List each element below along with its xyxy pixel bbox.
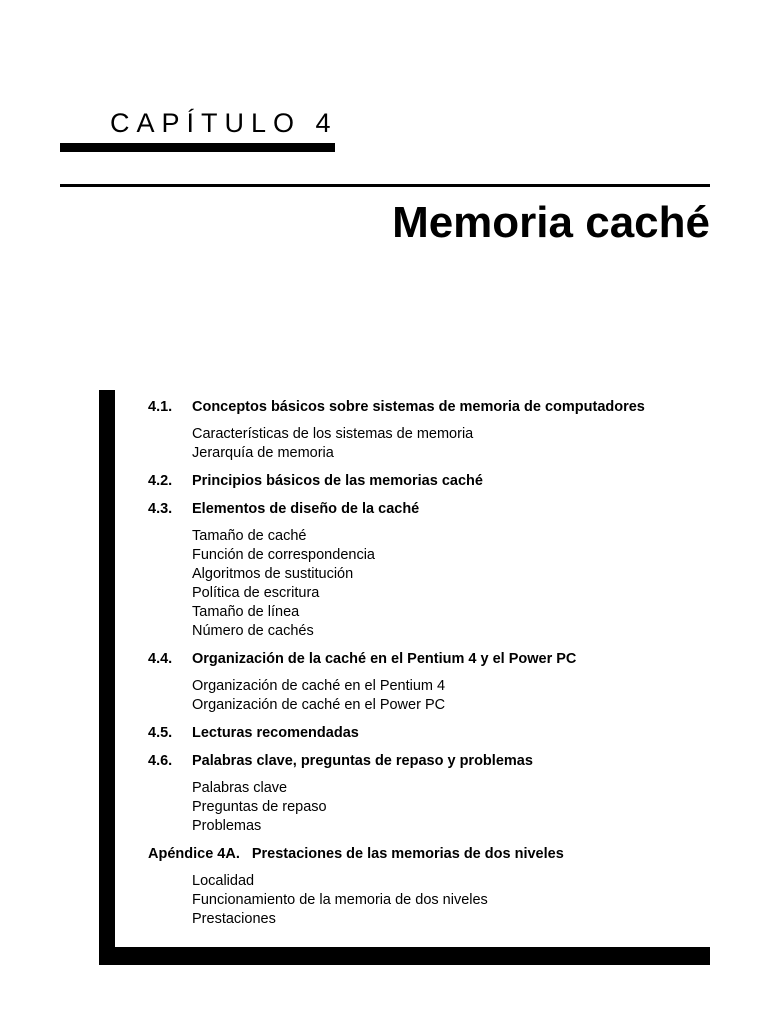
subsection-item: Organización de caché en el Power PC bbox=[192, 697, 446, 713]
toc-side-bar bbox=[99, 390, 115, 964]
subsection-item: Palabras clave bbox=[192, 780, 288, 796]
toc-entry bbox=[148, 724, 708, 743]
section-title: Elementos de diseño de la caché bbox=[192, 501, 420, 517]
toc-entry bbox=[148, 500, 708, 519]
subsection-list bbox=[192, 677, 708, 715]
toc-section bbox=[148, 398, 708, 463]
subsection-list bbox=[192, 527, 708, 641]
section-number: 4.6. bbox=[148, 753, 173, 769]
toc-section bbox=[148, 500, 708, 641]
subsection-item: Función de correspondencia bbox=[192, 547, 375, 563]
subsection-item: Algoritmos de sustitución bbox=[192, 566, 354, 582]
toc-section bbox=[148, 472, 708, 491]
section-title: Conceptos básicos sobre sistemas de memoria de computadores bbox=[192, 399, 645, 415]
toc-entry bbox=[148, 398, 708, 417]
chapter-label: CAPÍTULO 4 bbox=[110, 108, 338, 138]
title-rule bbox=[60, 184, 710, 187]
subsection-item: Jerarquía de memoria bbox=[192, 445, 334, 461]
toc-entry bbox=[148, 752, 708, 771]
section-title: Organización de la caché en el Pentium 4 y el Power PC bbox=[192, 651, 577, 667]
subsection-item: Funcionamiento de la memoria de dos niveles bbox=[192, 892, 488, 908]
toc-section bbox=[148, 650, 708, 715]
toc-entry bbox=[148, 650, 708, 669]
section-number: 4.1. bbox=[148, 399, 173, 415]
section-title: Palabras clave, preguntas de repaso y problemas bbox=[192, 753, 533, 769]
section-number: 4.5. bbox=[148, 725, 173, 741]
subsection-item: Número de cachés bbox=[192, 623, 314, 639]
subsection-item: Características de los sistemas de memoria bbox=[192, 426, 474, 442]
subsection-item: Localidad bbox=[192, 873, 255, 889]
toc-bottom-bar bbox=[99, 947, 710, 965]
subsection-list bbox=[192, 425, 708, 463]
section-title: Lecturas recomendadas bbox=[192, 725, 359, 741]
toc-section bbox=[148, 752, 708, 836]
subsection-list bbox=[192, 779, 708, 836]
toc-entry bbox=[148, 472, 708, 491]
section-title: Principios básicos de las memorias caché bbox=[192, 473, 483, 489]
section-number: 4.2. bbox=[148, 473, 173, 489]
section-number: 4.3. bbox=[148, 501, 173, 517]
subsection-item: Problemas bbox=[192, 818, 262, 834]
chapter-title: Memoria caché bbox=[392, 198, 710, 247]
toc-section bbox=[148, 845, 708, 929]
subsection-item: Organización de caché en el Pentium 4 bbox=[192, 678, 446, 694]
toc-section bbox=[148, 724, 708, 743]
subsection-list bbox=[192, 872, 708, 929]
subsection-item: Tamaño de línea bbox=[192, 604, 300, 620]
table-of-contents bbox=[148, 398, 708, 929]
appendix-number: Apéndice 4A. bbox=[148, 846, 240, 862]
subsection-item: Preguntas de repaso bbox=[192, 799, 327, 815]
subsection-item: Política de escritura bbox=[192, 585, 320, 601]
subsection-item: Prestaciones bbox=[192, 911, 276, 927]
toc-entry bbox=[148, 845, 708, 864]
section-number: 4.4. bbox=[148, 651, 173, 667]
chapter-label-bar bbox=[60, 143, 335, 152]
section-title: Prestaciones de las memorias de dos niveles bbox=[251, 846, 564, 862]
subsection-item: Tamaño de caché bbox=[192, 528, 307, 544]
